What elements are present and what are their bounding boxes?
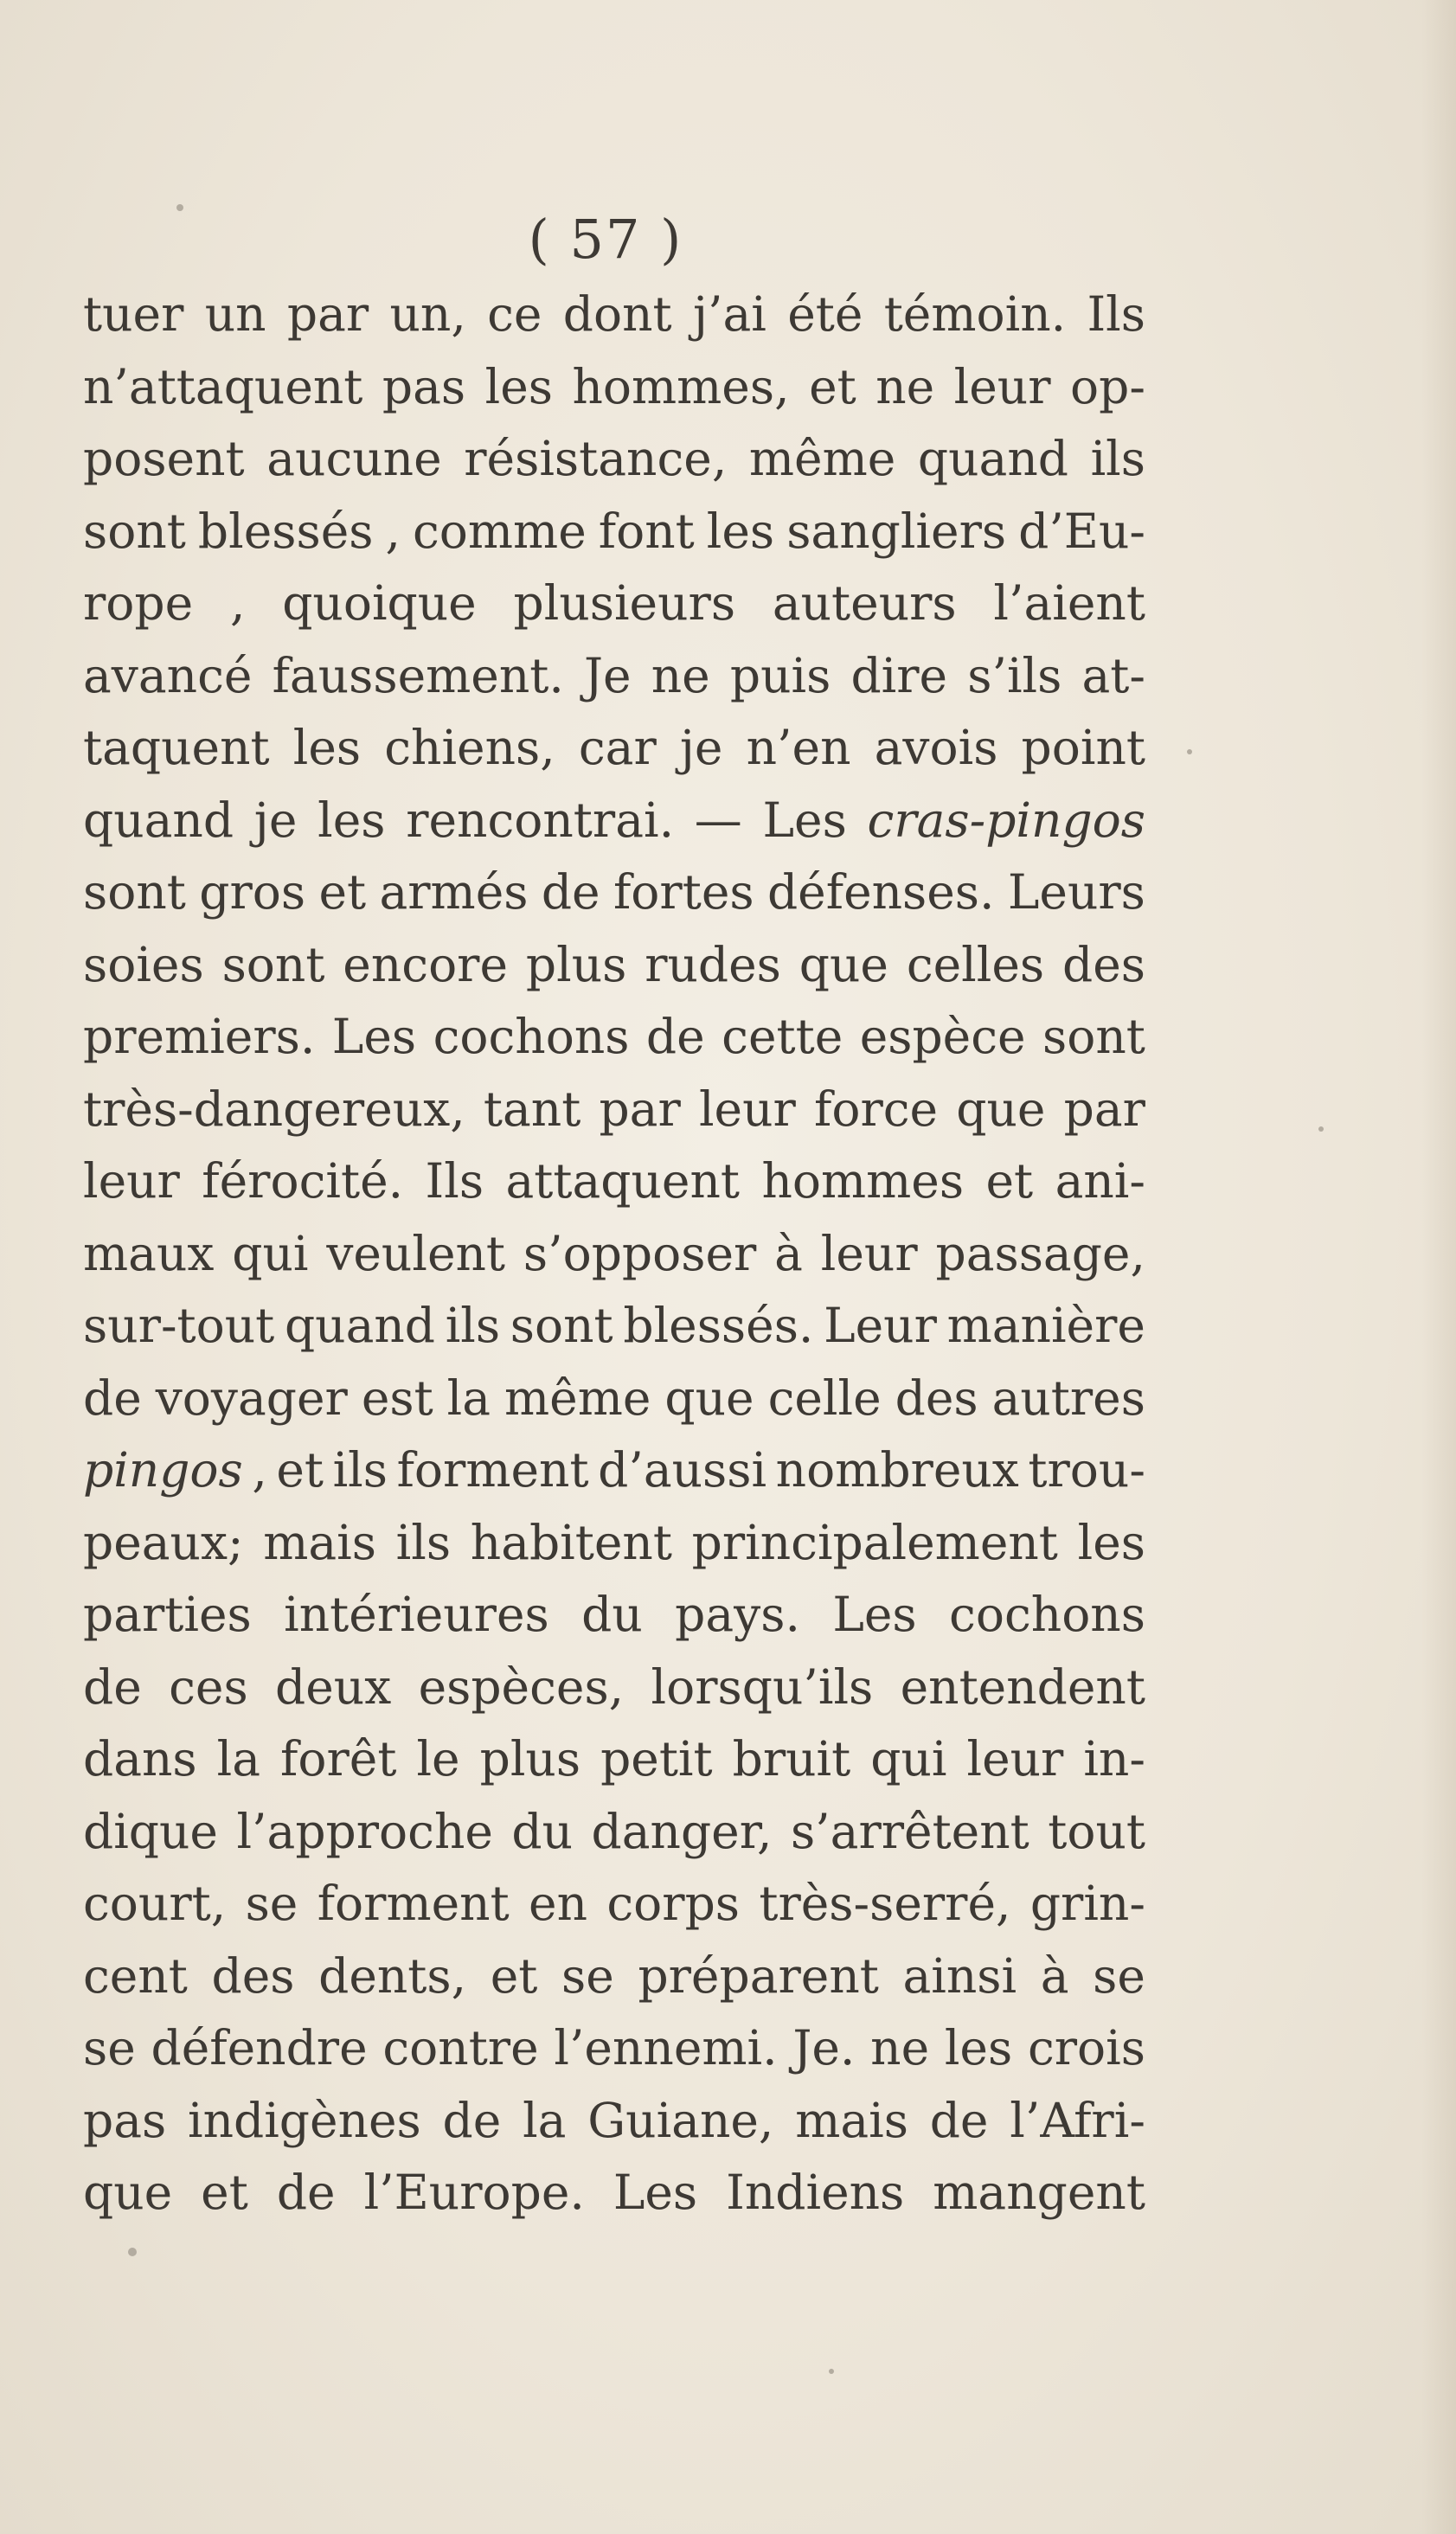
text-line bbox=[83, 2012, 1145, 2085]
word: dique bbox=[83, 1803, 218, 1859]
word: s’opposer bbox=[523, 1225, 757, 1281]
word: sont bbox=[510, 1298, 613, 1353]
word: force bbox=[813, 1081, 939, 1137]
word: par bbox=[286, 286, 369, 342]
text-line bbox=[83, 1723, 1145, 1796]
word: Je. bbox=[792, 2020, 856, 2075]
word: Les bbox=[832, 1587, 917, 1642]
word: voyager bbox=[155, 1370, 348, 1426]
word: Leurs bbox=[1007, 864, 1145, 920]
paper-speck bbox=[1187, 749, 1192, 754]
word: tuer bbox=[83, 286, 184, 342]
word: quoique bbox=[282, 575, 477, 631]
word: d’aussi bbox=[598, 1442, 767, 1498]
word: se bbox=[83, 2020, 136, 2075]
word: l’approche bbox=[236, 1803, 493, 1859]
word: les bbox=[317, 792, 386, 848]
word: quand bbox=[83, 792, 234, 848]
word: forment bbox=[396, 1442, 589, 1498]
word: pays. bbox=[675, 1587, 800, 1642]
text-line bbox=[83, 1290, 1145, 1363]
word: même bbox=[748, 431, 896, 486]
text-line bbox=[83, 1074, 1145, 1146]
word: et bbox=[276, 1442, 324, 1498]
word: ils bbox=[332, 1442, 388, 1498]
word: ne bbox=[870, 2020, 930, 2075]
word: cette bbox=[722, 1009, 843, 1064]
word: crois bbox=[1027, 2020, 1145, 2075]
word: je bbox=[253, 792, 298, 848]
page-edge-shadow bbox=[1421, 0, 1456, 2534]
word: ils bbox=[1090, 431, 1145, 486]
word: que bbox=[956, 1081, 1046, 1137]
word: auteurs bbox=[772, 575, 957, 631]
word: op- bbox=[1070, 358, 1145, 414]
word: les bbox=[484, 358, 553, 414]
word: Les bbox=[762, 792, 847, 848]
word: cochons bbox=[433, 1009, 630, 1064]
word: que bbox=[83, 2165, 173, 2220]
word: la bbox=[216, 1731, 261, 1787]
word: plus bbox=[479, 1731, 581, 1787]
word: manière bbox=[946, 1298, 1145, 1353]
word: très-serré, bbox=[759, 1876, 1011, 1931]
word: cochons bbox=[949, 1587, 1145, 1642]
word: Indiens bbox=[726, 2165, 905, 2220]
word: très-dangereux, bbox=[83, 1081, 465, 1137]
word: se bbox=[1093, 1947, 1145, 2004]
word: dire bbox=[850, 647, 948, 703]
word: de bbox=[645, 1009, 705, 1064]
word: préparent bbox=[638, 1947, 879, 2004]
text-line bbox=[83, 640, 1145, 713]
word: sont bbox=[83, 503, 186, 559]
word: dans bbox=[83, 1731, 197, 1787]
word: principalement bbox=[691, 1514, 1058, 1570]
word: petit bbox=[600, 1731, 713, 1787]
word: lorsqu’ils bbox=[651, 1658, 874, 1715]
text-line bbox=[83, 423, 1145, 496]
word: espèces, bbox=[418, 1658, 625, 1715]
word: de bbox=[276, 2165, 336, 2220]
word: celle bbox=[767, 1370, 882, 1426]
word: Les bbox=[331, 1009, 417, 1064]
word: et bbox=[201, 2165, 248, 2220]
word: entendent bbox=[900, 1658, 1145, 1715]
word: hommes, bbox=[572, 358, 790, 414]
word: ani- bbox=[1055, 1153, 1145, 1209]
word: armés bbox=[379, 864, 529, 920]
word: chiens, bbox=[384, 720, 555, 775]
word: l’aient bbox=[993, 575, 1145, 631]
text-line bbox=[83, 1941, 1145, 2013]
word: gros bbox=[199, 864, 306, 920]
word: tant bbox=[483, 1081, 581, 1137]
word: intérieures bbox=[284, 1587, 549, 1642]
word: comme bbox=[412, 503, 587, 559]
word: s’arrêtent bbox=[790, 1803, 1029, 1859]
text-line bbox=[83, 568, 1145, 640]
word: du bbox=[581, 1587, 643, 1642]
word: fortes bbox=[613, 864, 754, 920]
paper-speck bbox=[1318, 1126, 1324, 1132]
word: sur-tout bbox=[83, 1298, 275, 1353]
word: aucune bbox=[266, 431, 442, 486]
word: trou- bbox=[1028, 1442, 1145, 1498]
word: , bbox=[385, 503, 401, 559]
word: leur bbox=[966, 1731, 1064, 1787]
word: , bbox=[229, 575, 246, 631]
word: , bbox=[252, 1442, 267, 1498]
word: les bbox=[944, 2020, 1013, 2075]
text-line bbox=[83, 1001, 1145, 1074]
word: sangliers bbox=[786, 503, 1007, 559]
word: témoin. bbox=[883, 286, 1067, 342]
word: nombreux bbox=[775, 1442, 1019, 1498]
word: forment bbox=[317, 1876, 510, 1931]
word: ces bbox=[169, 1658, 248, 1715]
word: ainsi bbox=[902, 1947, 1017, 2004]
word: ils bbox=[395, 1514, 452, 1570]
word: font bbox=[598, 503, 695, 559]
word: un bbox=[204, 286, 266, 342]
word: à bbox=[1040, 1947, 1069, 2004]
text-line bbox=[83, 1652, 1145, 1724]
word: du bbox=[511, 1803, 574, 1859]
word: ils bbox=[445, 1298, 501, 1353]
word: rencontrai. bbox=[406, 792, 675, 848]
word: Ils bbox=[425, 1153, 484, 1209]
word: parties bbox=[83, 1587, 252, 1642]
word: premiers. bbox=[83, 1009, 316, 1064]
word: autres bbox=[991, 1370, 1145, 1426]
paper-speck bbox=[128, 2248, 137, 2256]
word: tout bbox=[1048, 1803, 1145, 1859]
word: espèce bbox=[859, 1009, 1026, 1064]
word: j’ai bbox=[692, 286, 766, 342]
word: cras-pingos bbox=[867, 792, 1145, 848]
word: grin- bbox=[1029, 1876, 1145, 1931]
word: de bbox=[442, 2092, 502, 2148]
word: de bbox=[83, 1370, 142, 1426]
text-line bbox=[83, 1796, 1145, 1869]
word: en bbox=[529, 1876, 588, 1931]
word: leur bbox=[820, 1225, 918, 1281]
word: mais bbox=[263, 1514, 376, 1570]
word: de bbox=[83, 1658, 142, 1715]
word: avancé bbox=[83, 647, 253, 703]
word: ce bbox=[487, 286, 542, 342]
word: par bbox=[1063, 1081, 1145, 1137]
word: l’Europe. bbox=[363, 2165, 585, 2220]
word: pingos bbox=[83, 1442, 243, 1498]
word: corps bbox=[606, 1876, 740, 1931]
word: maux bbox=[83, 1225, 215, 1281]
word: les bbox=[1077, 1514, 1145, 1570]
word: forêt bbox=[280, 1731, 397, 1787]
word: s’ils bbox=[967, 647, 1062, 703]
text-line bbox=[83, 351, 1145, 424]
word: faussement. bbox=[272, 647, 564, 703]
word: contre bbox=[382, 2020, 539, 2075]
word: et bbox=[318, 864, 367, 920]
word: passage, bbox=[935, 1225, 1145, 1281]
word: encore bbox=[343, 936, 509, 992]
word: bruit bbox=[732, 1731, 851, 1787]
word: in- bbox=[1083, 1731, 1145, 1787]
text-line bbox=[83, 1434, 1145, 1507]
word: des bbox=[895, 1370, 978, 1426]
word: indigènes bbox=[188, 2092, 421, 2148]
text-line bbox=[83, 1579, 1145, 1652]
text-line bbox=[83, 1868, 1145, 1941]
text-line bbox=[83, 712, 1145, 785]
word: leur bbox=[698, 1081, 796, 1137]
word: habitent bbox=[470, 1514, 672, 1570]
word: quand bbox=[917, 431, 1068, 486]
word: qui bbox=[870, 1731, 947, 1787]
word: le bbox=[416, 1731, 460, 1787]
word: danger, bbox=[591, 1803, 773, 1859]
word: à bbox=[774, 1225, 803, 1281]
word: de bbox=[541, 864, 600, 920]
word: leur bbox=[953, 358, 1051, 414]
word: posent bbox=[83, 431, 245, 486]
word: est bbox=[361, 1370, 433, 1426]
word: puis bbox=[729, 647, 831, 703]
word: Leur bbox=[824, 1298, 937, 1353]
word: des bbox=[211, 1947, 295, 2004]
word: court, bbox=[83, 1876, 227, 1931]
word: de bbox=[929, 2092, 989, 2148]
text-line bbox=[83, 785, 1145, 857]
word: veulent bbox=[326, 1225, 506, 1281]
body-text bbox=[83, 279, 1145, 2229]
word: la bbox=[523, 2092, 567, 2148]
word: celles bbox=[906, 936, 1045, 992]
word: ne bbox=[876, 358, 935, 414]
word: dents, bbox=[318, 1947, 467, 2004]
word: n’attaquent bbox=[83, 358, 363, 414]
word: que bbox=[799, 936, 888, 992]
text-line bbox=[83, 1363, 1145, 1435]
word: Ils bbox=[1087, 286, 1145, 342]
word: — bbox=[694, 792, 742, 848]
word: rope bbox=[83, 575, 194, 631]
word: des bbox=[1062, 936, 1145, 992]
word: attaquent bbox=[505, 1153, 741, 1209]
word: ne bbox=[651, 647, 710, 703]
word: hommes bbox=[761, 1153, 965, 1209]
word: pas bbox=[382, 358, 466, 414]
word: d’Eu- bbox=[1018, 503, 1145, 559]
word: Guiane, bbox=[587, 2092, 774, 2148]
word: été bbox=[787, 286, 863, 342]
word: quand bbox=[284, 1298, 436, 1353]
word: et bbox=[809, 358, 856, 414]
text-line bbox=[83, 2085, 1145, 2158]
word: rudes bbox=[645, 936, 781, 992]
word: se bbox=[245, 1876, 298, 1931]
word: peaux; bbox=[83, 1514, 244, 1570]
word: que bbox=[664, 1370, 754, 1426]
word: un, bbox=[389, 286, 466, 342]
paper-speck bbox=[176, 204, 183, 211]
word: blessés bbox=[197, 503, 374, 559]
text-line bbox=[83, 2157, 1145, 2229]
word: et bbox=[490, 1947, 538, 2004]
word: avois bbox=[874, 720, 998, 775]
page-number: ( 57 ) bbox=[528, 208, 683, 271]
word: pas bbox=[83, 2092, 167, 2148]
word: mangent bbox=[933, 2165, 1145, 2220]
word: défendre bbox=[151, 2020, 368, 2075]
word: Je bbox=[584, 647, 632, 703]
word: se bbox=[561, 1947, 614, 2004]
word: soies bbox=[83, 936, 204, 992]
word: cent bbox=[83, 1947, 188, 2004]
word: défenses. bbox=[766, 864, 995, 920]
word: Les bbox=[613, 2165, 698, 2220]
text-line bbox=[83, 496, 1145, 568]
word: plus bbox=[525, 936, 627, 992]
word: l’ennemi. bbox=[554, 2020, 778, 2075]
word: car bbox=[578, 720, 657, 775]
word: at- bbox=[1081, 647, 1145, 703]
paper-speck bbox=[829, 2369, 834, 2374]
word: blessés. bbox=[623, 1298, 814, 1353]
word: sont bbox=[221, 936, 325, 992]
word: résistance, bbox=[464, 431, 728, 486]
word: férocité. bbox=[202, 1153, 404, 1209]
word: sont bbox=[1042, 1009, 1145, 1064]
word: même bbox=[504, 1370, 651, 1426]
word: deux bbox=[275, 1658, 392, 1715]
text-line bbox=[83, 929, 1145, 1002]
text-line bbox=[83, 279, 1145, 351]
word: et bbox=[985, 1153, 1034, 1209]
word: taquent bbox=[83, 720, 270, 775]
word: par bbox=[599, 1081, 681, 1137]
text-line bbox=[83, 1507, 1145, 1580]
word: mais bbox=[795, 2092, 908, 2148]
text-line bbox=[83, 856, 1145, 929]
word: n’en bbox=[746, 720, 851, 775]
word: les bbox=[292, 720, 362, 775]
text-line bbox=[83, 1218, 1145, 1291]
word: leur bbox=[83, 1153, 180, 1209]
word: plusieurs bbox=[513, 575, 736, 631]
word: la bbox=[446, 1370, 491, 1426]
word: point bbox=[1021, 720, 1145, 775]
word: sont bbox=[83, 864, 186, 920]
word: dont bbox=[562, 286, 672, 342]
word: je bbox=[679, 720, 723, 775]
word: l’Afri- bbox=[1010, 2092, 1145, 2148]
word: les bbox=[706, 503, 775, 559]
word: qui bbox=[232, 1225, 309, 1281]
text-line bbox=[83, 1145, 1145, 1218]
